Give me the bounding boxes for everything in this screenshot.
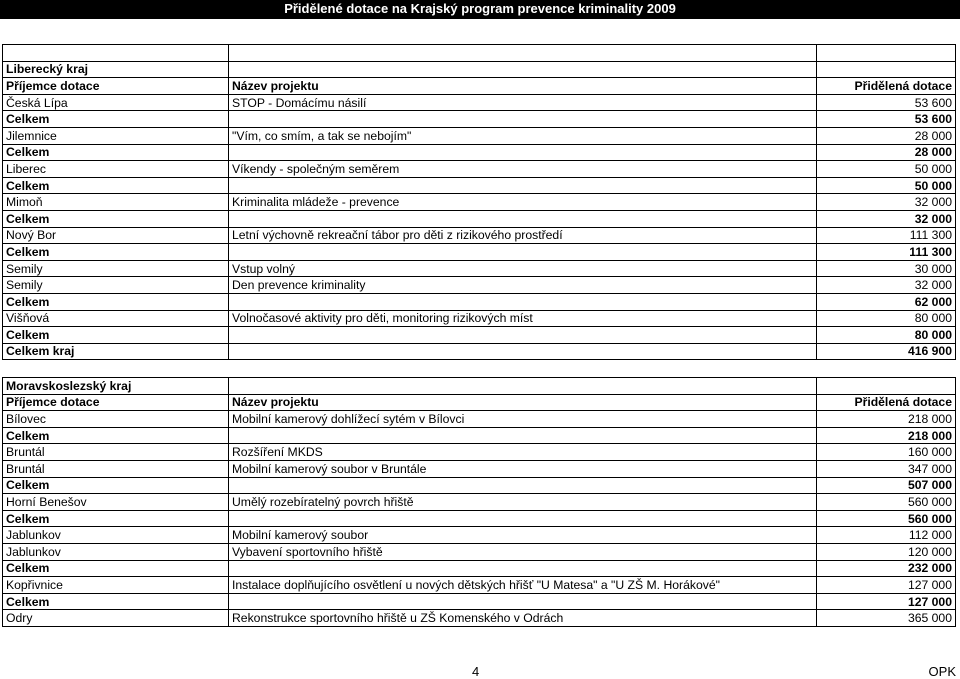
cell-amount: 218 000	[817, 427, 956, 444]
cell-recipient: Celkem	[3, 477, 229, 494]
cell-amount: 365 000	[817, 610, 956, 627]
total-row	[3, 560, 956, 577]
table-spacer-row	[3, 45, 956, 62]
region-name: Liberecký kraj	[3, 61, 229, 78]
total-row	[3, 327, 956, 344]
header-row	[3, 394, 956, 411]
cell-amount: 507 000	[817, 477, 956, 494]
cell-project	[229, 427, 817, 444]
cell-project: Rekonstrukce sportovního hřiště u ZŠ Komenského v Odrách	[229, 610, 817, 627]
cell-amount: 111 300	[817, 227, 956, 244]
cell-project: Kriminalita mládeže - prevence	[229, 194, 817, 211]
cell-amount: 30 000	[817, 260, 956, 277]
header-project: Název projektu	[229, 78, 817, 95]
cell-recipient: Semily	[3, 260, 229, 277]
cell-recipient: Jablunkov	[3, 543, 229, 560]
table-row	[3, 543, 956, 560]
cell-project: "Vím, co smím, a tak se nebojím"	[229, 127, 817, 144]
cell-recipient: Nový Bor	[3, 227, 229, 244]
cell-amount: 160 000	[817, 444, 956, 461]
cell-recipient: Celkem	[3, 427, 229, 444]
cell-recipient: Bílovec	[3, 411, 229, 428]
cell-recipient: Celkem	[3, 560, 229, 577]
cell-amount: 28 000	[817, 127, 956, 144]
cell-amount: 80 000	[817, 310, 956, 327]
cell-project	[229, 343, 817, 360]
cell-amount: 127 000	[817, 577, 956, 594]
cell-amount: 80 000	[817, 327, 956, 344]
cell-project	[229, 144, 817, 161]
total-row	[3, 510, 956, 527]
total-row	[3, 343, 956, 360]
cell-recipient: Celkem	[3, 210, 229, 227]
cell-amount: 232 000	[817, 560, 956, 577]
cell-amount: 50 000	[817, 177, 956, 194]
cell-project: Víkendy - společným seměrem	[229, 161, 817, 178]
cell-amount: 32 000	[817, 210, 956, 227]
cell-recipient: Bruntál	[3, 460, 229, 477]
cell-project: Rozšíření MKDS	[229, 444, 817, 461]
table-row	[3, 227, 956, 244]
table-row	[3, 460, 956, 477]
table-row	[3, 527, 956, 544]
table-row	[3, 94, 956, 111]
cell-project: Den prevence kriminality	[229, 277, 817, 294]
cell-recipient: Celkem	[3, 177, 229, 194]
cell-project: Umělý rozebíratelný povrch hřiště	[229, 494, 817, 511]
header-recipient: Příjemce dotace	[3, 78, 229, 95]
cell-amount: 560 000	[817, 494, 956, 511]
cell-recipient: Celkem	[3, 593, 229, 610]
cell-recipient: Jablunkov	[3, 527, 229, 544]
cell-project	[229, 327, 817, 344]
cell-amount: 62 000	[817, 293, 956, 310]
table-row	[3, 411, 956, 428]
cell-amount: 32 000	[817, 277, 956, 294]
total-row	[3, 477, 956, 494]
cell-amount: 50 000	[817, 161, 956, 178]
region-row	[3, 61, 956, 78]
total-row	[3, 293, 956, 310]
cell-recipient: Semily	[3, 277, 229, 294]
cell-project	[229, 177, 817, 194]
cell-project: STOP - Domácímu násilí	[229, 94, 817, 111]
header-recipient: Příjemce dotace	[3, 394, 229, 411]
table-row	[3, 310, 956, 327]
cell-amount: 560 000	[817, 510, 956, 527]
cell-recipient: Celkem	[3, 244, 229, 261]
cell-project: Volnočasové aktivity pro děti, monitoring rizikových míst	[229, 310, 817, 327]
cell-amount: 120 000	[817, 543, 956, 560]
cell-amount: 218 000	[817, 411, 956, 428]
cell-recipient: Celkem	[3, 510, 229, 527]
cell-project	[229, 293, 817, 310]
total-row	[3, 111, 956, 128]
cell-project	[229, 593, 817, 610]
header-amount: Přidělená dotace	[817, 394, 956, 411]
cell-amount: 112 000	[817, 527, 956, 544]
table-row	[3, 260, 956, 277]
cell-project: Instalace doplňujícího osvětlení u nových dětských hřišť "U Matesa" a "U ZŠ M. Horákové"	[229, 577, 817, 594]
cell-amount: 53 600	[817, 111, 956, 128]
total-row	[3, 593, 956, 610]
title-bar	[0, 0, 960, 19]
cell-project: Vstup volný	[229, 260, 817, 277]
cell-recipient: Česká Lípa	[3, 94, 229, 111]
table-row	[3, 444, 956, 461]
total-row	[3, 427, 956, 444]
cell-recipient: Bruntál	[3, 444, 229, 461]
table-row	[3, 494, 956, 511]
cell-recipient: Celkem	[3, 144, 229, 161]
cell-amount: 416 900	[817, 343, 956, 360]
cell-amount: 347 000	[817, 460, 956, 477]
header-row	[3, 78, 956, 95]
cell-project: Mobilní kamerový dohlížecí sytém v Bílovci	[229, 411, 817, 428]
footer-code: OPK	[928, 664, 956, 679]
total-row	[3, 144, 956, 161]
cell-recipient: Liberec	[3, 161, 229, 178]
header-amount: Přidělená dotace	[817, 78, 956, 95]
cell-amount: 32 000	[817, 194, 956, 211]
cell-recipient: Celkem kraj	[3, 343, 229, 360]
table-moravskoslezsky-kraj	[2, 377, 956, 627]
cell-recipient: Horní Benešov	[3, 494, 229, 511]
table-row	[3, 610, 956, 627]
region-name: Moravskoslezský kraj	[3, 378, 229, 395]
cell-recipient: Celkem	[3, 111, 229, 128]
cell-project: Letní výchovně rekreační tábor pro děti z rizikového prostředí	[229, 227, 817, 244]
total-row	[3, 210, 956, 227]
cell-project	[229, 111, 817, 128]
cell-project: Mobilní kamerový soubor	[229, 527, 817, 544]
table-row	[3, 194, 956, 211]
region-row	[3, 378, 956, 395]
cell-recipient: Odry	[3, 610, 229, 627]
table-row	[3, 277, 956, 294]
cell-project: Vybavení sportovního hřiště	[229, 543, 817, 560]
cell-recipient: Višňová	[3, 310, 229, 327]
cell-recipient: Jilemnice	[3, 127, 229, 144]
cell-amount: 127 000	[817, 593, 956, 610]
cell-recipient: Celkem	[3, 327, 229, 344]
cell-project	[229, 210, 817, 227]
total-row	[3, 177, 956, 194]
table-row	[3, 127, 956, 144]
cell-recipient: Mimoň	[3, 194, 229, 211]
page-title: Přidělené dotace na Krajský program prevence kriminality 2009	[284, 1, 676, 16]
page-number: 4	[472, 664, 480, 679]
total-row	[3, 244, 956, 261]
cell-project	[229, 244, 817, 261]
cell-recipient: Celkem	[3, 293, 229, 310]
table-row	[3, 161, 956, 178]
cell-amount: 111 300	[817, 244, 956, 261]
table-liberecky-kraj	[2, 44, 956, 360]
cell-recipient: Kopřivnice	[3, 577, 229, 594]
cell-amount: 28 000	[817, 144, 956, 161]
cell-project	[229, 560, 817, 577]
table-row	[3, 577, 956, 594]
cell-project: Mobilní kamerový soubor v Bruntále	[229, 460, 817, 477]
cell-project	[229, 510, 817, 527]
header-project: Název projektu	[229, 394, 817, 411]
cell-project	[229, 477, 817, 494]
cell-amount: 53 600	[817, 94, 956, 111]
